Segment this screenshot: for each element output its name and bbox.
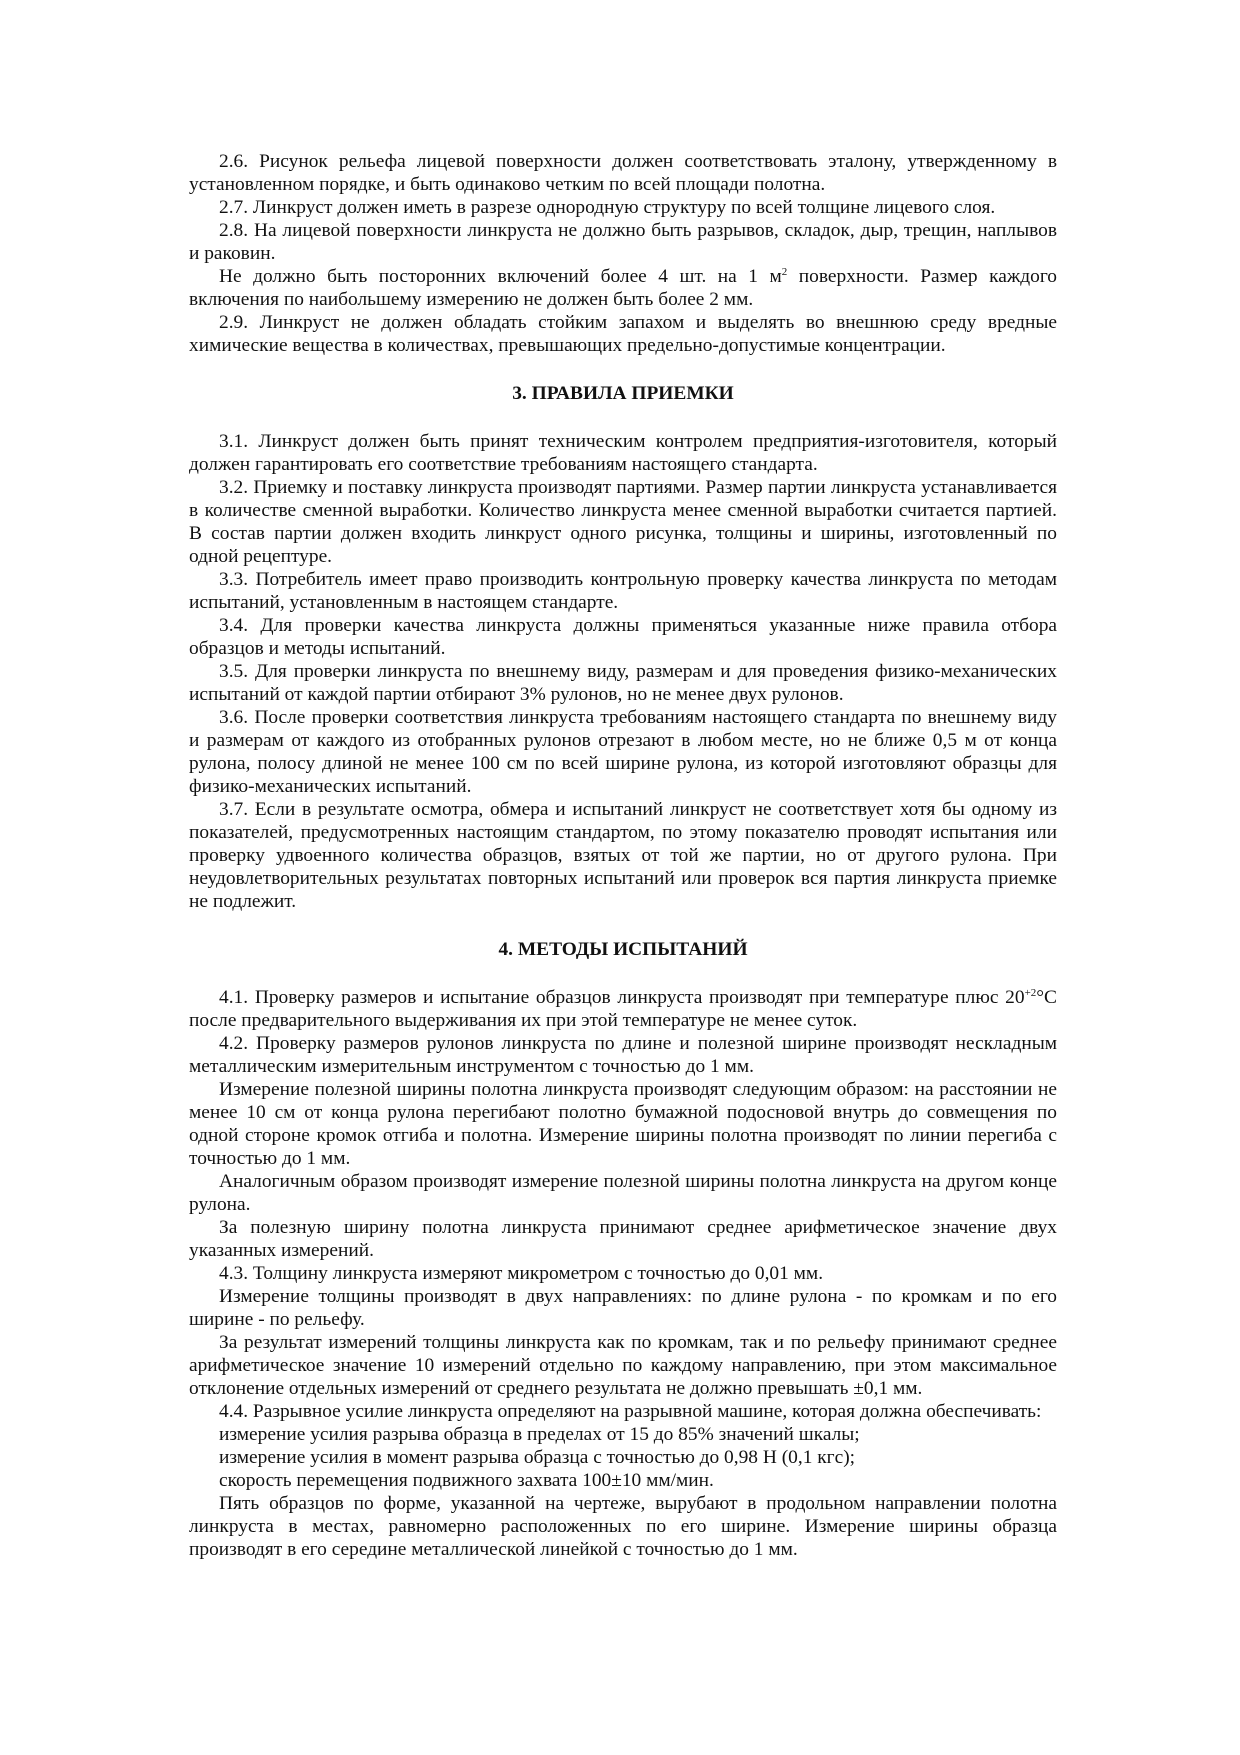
paragraph-2-7: 2.7. Линкруст должен иметь в разрезе однородную структуру по всей толщине лицевого слоя.: [219, 197, 996, 218]
paragraph-2-8: 2.8. На лицевой поверхности линкруста не должно быть разрывов, складок, дыр, трещин, наплывов и раковин.: [189, 220, 1057, 264]
paragraph-2-6: 2.6. Рисунок рельефа лицевой поверхности должен соответствовать эталону, утвержденному в установленном порядке, и быть одинаково четким по всей площади полотна.: [189, 151, 1057, 195]
paragraph-3-6: 3.6. После проверки соответствия линкруста требованиям настоящего стандарта по внешнему виду и размерам от каждого из отобранных рулонов отрезают в любом месте, но не ближе 0,5 м от конца рулона, полосу длиной не менее 100 см по всей ширине рулона, из которой изготовляют образцы для физико-механических испытаний.: [189, 707, 1057, 797]
paragraph-2-8-inclusions: [189, 265, 1057, 311]
temperature-text-start: 4.1. Проверку размеров и испытание образцов линкруста производят при температуре плюс 20: [219, 987, 1025, 1008]
list-item-grip-speed: скорость перемещения подвижного захвата 100±10 мм/мин.: [219, 1470, 714, 1491]
list-item-force-accuracy: измерение усилия в момент разрыва образца с точностью до 0,98 Н (0,1 кгс);: [219, 1447, 856, 1468]
paragraph-4-4: 4.4. Разрывное усилие линкруста определяют на разрывной машине, которая должна обеспечивать:: [219, 1401, 1042, 1422]
paragraph-2-9: 2.9. Линкруст не должен обладать стойким запахом и выделять во внешнюю среду вредные химические вещества в количествах, превышающих предельно-допустимые концентрации.: [189, 312, 1057, 356]
paragraph-3-3: 3.3. Потребитель имеет право производить контрольную проверку качества линкруста по методам испытаний, установленным в настоящем стандарте.: [189, 569, 1057, 613]
section-4-title: 4. МЕТОДЫ ИСПЫТАНИЙ: [498, 939, 748, 960]
list-item-force-range: измерение усилия разрыва образца в пределах от 15 до 85% значений шкалы;: [219, 1424, 860, 1445]
paragraph-4-2-width-measurement: Измерение полезной ширины полотна линкруста производят следующим образом: на расстоянии не менее 10 см от конца рулона перегибают полотно бумажной подосновой внутрь до совмещения по одной стороне кромок отгиба и полотна. Измерение ширины полотна производят по линии перегиба с точностью до 1 мм.: [189, 1079, 1057, 1169]
paragraph-4-3: 4.3. Толщину линкруста измеряют микрометром с точностью до 0,01 мм.: [219, 1263, 824, 1284]
section-3-title: 3. ПРАВИЛА ПРИЕМКИ: [512, 383, 734, 404]
square-superscript: 2: [781, 266, 788, 278]
temperature-text-end: °С после предварительного выдерживания их при этой температуре не менее суток.: [189, 987, 1057, 1031]
paragraph-4-4-samples: Пять образцов по форме, указанной на чертеже, вырубают в продольном направлении полотна линкруста в местах, равномерно расположенных по его ширине. Измерение ширины образца производят в его середине металлической линейкой с точностью до 1 мм.: [189, 1493, 1057, 1560]
paragraph-4-2-average: За полезную ширину полотна линкруста принимают среднее арифметическое значение двух указанных измерений.: [189, 1217, 1057, 1261]
paragraph-3-1: 3.1. Линкруст должен быть принят техническим контролем предприятия-изготовителя, который должен гарантировать его соответствие требованиям настоящего стандарта.: [189, 431, 1057, 475]
paragraph-3-2: 3.2. Приемку и поставку линкруста производят партиями. Размер партии линкруста устанавливается в количестве сменной выработки. Количество линкруста менее сменной выработки считается партией. В состав партии должен входить линкруст одного рисунка, толщины и ширины, изготовленный по одной рецептуре.: [189, 477, 1057, 567]
document-page: [189, 150, 1057, 1561]
inclusions-text-start: Не должно быть посторонних включений более 4 шт. на 1 м: [219, 266, 782, 287]
paragraph-4-2-other-end: Аналогичным образом производят измерение полезной ширины полотна линкруста на другом конце рулона.: [189, 1171, 1057, 1215]
paragraph-3-4: 3.4. Для проверки качества линкруста должны применяться указанные ниже правила отбора образцов и методы испытаний.: [189, 615, 1057, 659]
paragraph-3-5: 3.5. Для проверки линкруста по внешнему виду, размерам и для проведения физико-механических испытаний от каждой партии отбирают 3% рулонов, но не менее двух рулонов.: [189, 661, 1057, 705]
temperature-tolerance-superscript: +2: [1024, 987, 1037, 999]
paragraph-4-3-result: За результат измерений толщины линкруста как по кромкам, так и по рельефу принимают среднее арифметическое значение 10 измерений отдельно по каждому направлению, при этом максимальное отклонение отдельных измерений от среднего результата не должно превышать ±0,1 мм.: [189, 1332, 1057, 1399]
inclusions-text-end: поверхности. Размер каждого включения по наибольшему измерению не должен быть более 2 мм.: [189, 266, 1057, 310]
paragraph-4-1: [189, 986, 1057, 1032]
paragraph-4-3-directions: Измерение толщины производят в двух направлениях: по длине рулона - по кромкам и по его ширине - по рельефу.: [189, 1286, 1057, 1330]
paragraph-4-2: 4.2. Проверку размеров рулонов линкруста по длине и полезной ширине производят нескладным металлическим измерительным инструментом с точностью до 1 мм.: [189, 1033, 1057, 1077]
paragraph-3-7: 3.7. Если в результате осмотра, обмера и испытаний линкруст не соответствует хотя бы одному из показателей, предусмотренных настоящим стандартом, по этому показателю проводят испытания или проверку удвоенного количества образцов, взятых от той же партии, но от другого рулона. При неудовлетворительных результатах повторных испытаний или проверок вся партия линкруста приемке не подлежит.: [189, 799, 1057, 912]
